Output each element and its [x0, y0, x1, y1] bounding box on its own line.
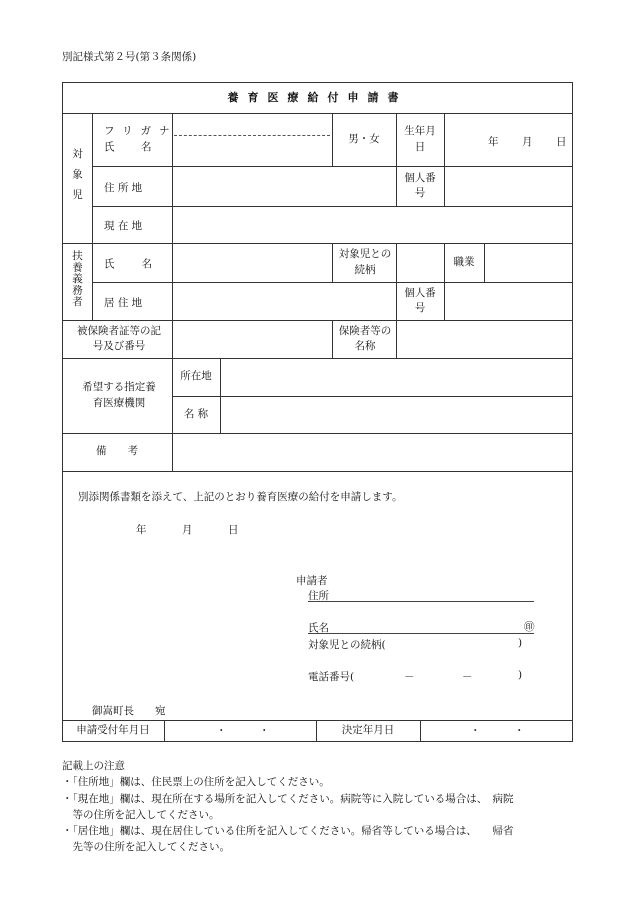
phone-dash-1: － — [404, 671, 415, 683]
gender-select[interactable]: 男・女 — [348, 132, 380, 145]
name-label-group — [104, 123, 177, 156]
relation-field[interactable] — [398, 245, 442, 280]
institution-location-label: 所在地 — [180, 370, 212, 383]
applicant-name-line[interactable] — [308, 633, 534, 634]
child-name-label: 氏 名 — [104, 141, 160, 154]
received-date-field[interactable] — [166, 722, 314, 740]
relation-label: 対象児との続柄 — [338, 248, 392, 276]
guardian-residence-label: 居 住 地 — [104, 297, 143, 309]
institution-name-label: 名 称 — [183, 407, 209, 420]
applicant-label: 申請者 — [296, 575, 328, 587]
child-address-field[interactable] — [174, 168, 394, 204]
applicant-name-label: 氏名 — [308, 622, 329, 634]
relation-close-paren: ) — [518, 637, 523, 649]
current-location-label: 現 在 地 — [104, 220, 143, 232]
applicant-relation-field[interactable] — [396, 637, 516, 651]
app-day-unit: 日 — [228, 524, 239, 536]
guardian-residence-field[interactable] — [174, 284, 394, 318]
birth-day-unit: 日 — [556, 136, 567, 148]
applicant-phone-label: 電話番号( — [308, 671, 355, 683]
occupation-label: 職業 — [453, 255, 475, 268]
guardian-personal-no-field[interactable] — [446, 284, 570, 318]
received-date-label: 申請受付年月日 — [76, 723, 150, 736]
applicant-relation-label: 対象児との続柄( — [308, 639, 386, 651]
insurance-number-field[interactable] — [174, 322, 330, 356]
section-label-child — [70, 148, 84, 210]
remarks-label: 備 考 — [96, 445, 138, 458]
furigana-field[interactable] — [174, 114, 330, 134]
note-item: ・「居住地」欄は、現在居住している住所を記入してください。帰省等している場合は、 帰省 — [62, 825, 514, 838]
remarks-field[interactable] — [174, 435, 570, 469]
institution-label: 希望する指定養育医療機関 — [82, 381, 156, 409]
phone-dash-2: － — [462, 671, 473, 683]
guardian-personal-no-label: 個人番号 — [404, 286, 436, 314]
addressee: 御嵩町長 宛 — [92, 705, 166, 717]
form-number: 別記様式第２号(第３条関係) — [62, 51, 197, 63]
furigana-label: フリガナ — [104, 125, 178, 137]
decided-date-field[interactable] — [422, 722, 570, 740]
child-personal-no-field[interactable] — [446, 168, 570, 204]
birth-year-unit: 年 — [488, 136, 499, 148]
applicant-address-line[interactable] — [308, 601, 534, 602]
insurer-name-label: 保険者等の名称 — [338, 324, 392, 352]
decided-date-label: 決定年月日 — [341, 723, 395, 736]
note-item: 等の住所を記入してください。 — [62, 808, 220, 821]
child-address-label: 住 所 地 — [104, 182, 143, 194]
occupation-field[interactable] — [486, 245, 570, 280]
section-child-text: 対象児 — [71, 148, 83, 210]
declaration-text: 別添関係書類を添えて、上記のとおり養育医療の給付を申請します。 — [78, 491, 403, 503]
section-label-guardian — [70, 250, 84, 308]
insurance-number-label: 被保険者証等の記号及び番号 — [77, 324, 161, 352]
institution-location-field[interactable] — [222, 360, 570, 394]
note-item: ・「現在地」欄は、現在所在する場所を記入してください。病院等に入院している場合は、 病院 — [62, 792, 514, 805]
decided-dot-2: ・ — [514, 725, 525, 737]
institution-name-field[interactable] — [222, 398, 570, 431]
note-item: 先等の住所を記入してください。 — [62, 841, 230, 854]
notes-section — [62, 758, 514, 856]
seal-mark-icon: ㊞ — [524, 621, 535, 633]
child-personal-no-label: 個人番号 — [404, 171, 436, 199]
section-guardian-text: 扶養義務者 — [71, 250, 83, 308]
guardian-name-field[interactable] — [174, 245, 330, 280]
guardian-name-label: 氏 名 — [104, 258, 154, 270]
decided-dot-1: ・ — [470, 725, 481, 737]
birth-date-field[interactable] — [444, 113, 572, 166]
form-title: 養育医療給付申請書 — [227, 91, 408, 105]
app-year-unit: 年 — [136, 524, 147, 536]
received-dot-2: ・ — [259, 725, 270, 737]
applicant-phone-field[interactable] — [366, 669, 516, 683]
child-name-field[interactable] — [174, 137, 330, 165]
insurer-name-field[interactable] — [398, 322, 570, 356]
birth-date-label: 生年月日 — [404, 125, 436, 153]
app-month-unit: 月 — [182, 524, 193, 536]
applicant-address-label: 住所 — [308, 590, 329, 602]
phone-close-paren: ) — [518, 669, 523, 681]
current-location-field[interactable] — [174, 208, 570, 241]
birth-month-unit: 月 — [522, 136, 533, 148]
received-dot-1: ・ — [216, 725, 227, 737]
note-item: ・「住所地」欄は、住民票上の住所を記入してください。 — [62, 776, 330, 789]
notes-heading: 記載上の注意 — [62, 760, 125, 772]
